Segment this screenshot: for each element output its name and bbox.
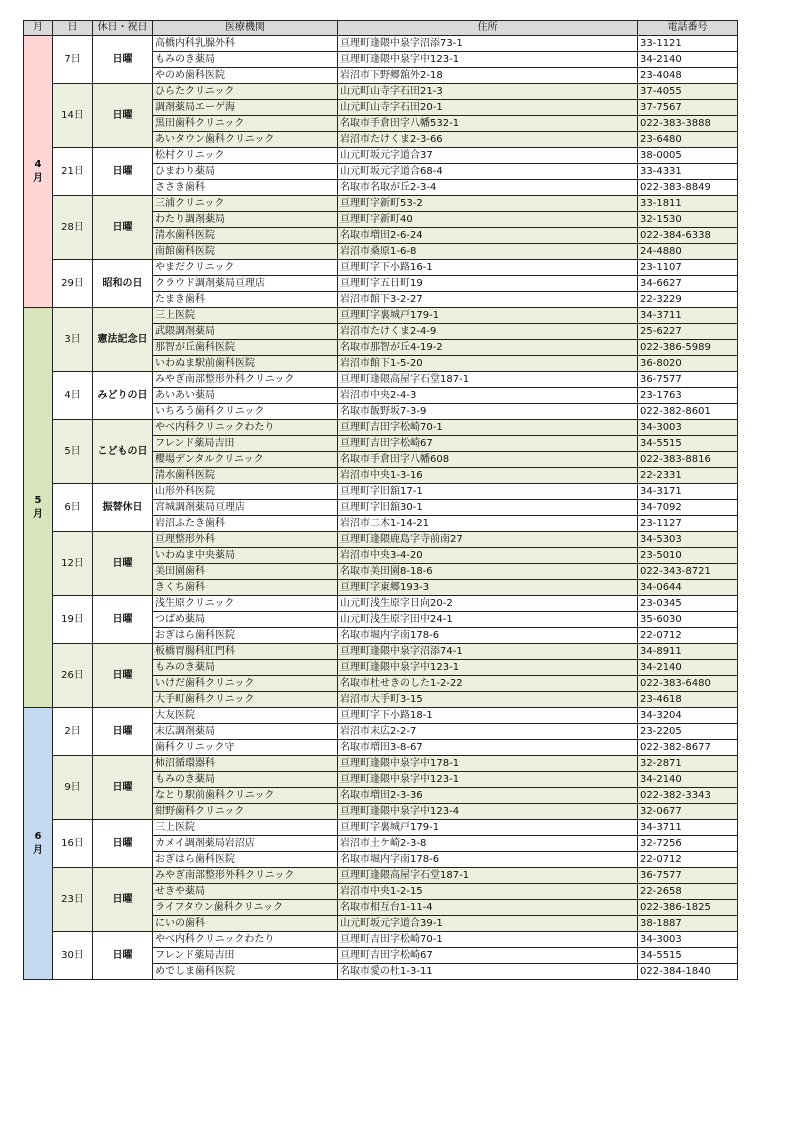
phone-cell: 23-4618	[638, 692, 738, 708]
phone-cell: 34-0644	[638, 580, 738, 596]
phone-cell: 24-4880	[638, 244, 738, 260]
facility-name-cell: いわぬま中央薬局	[153, 548, 338, 564]
facility-name-cell: フレンド薬局吉田	[153, 436, 338, 452]
holiday-cell: 日曜	[93, 36, 153, 84]
address-cell: 名取市増田2-3-36	[338, 788, 638, 804]
facility-name-cell: 黒田歯科クリニック	[153, 116, 338, 132]
table-row	[24, 820, 738, 836]
phone-cell: 22-0712	[638, 628, 738, 644]
phone-cell: 022-383-3888	[638, 116, 738, 132]
phone-cell: 32-2871	[638, 756, 738, 772]
phone-cell: 23-5010	[638, 548, 738, 564]
facility-name-cell: たまき歯科	[153, 292, 338, 308]
address-cell: 山元町浅生原字日向20-2	[338, 596, 638, 612]
address-cell: 亘理町字下小路16-1	[338, 260, 638, 276]
facility-name-cell: 板橋胃腸科肛門科	[153, 644, 338, 660]
holiday-cell: 日曜	[93, 84, 153, 148]
phone-cell: 32-1530	[638, 212, 738, 228]
phone-cell: 34-6627	[638, 276, 738, 292]
phone-cell: 36-7577	[638, 868, 738, 884]
facility-name-cell: おぎはら歯科医院	[153, 628, 338, 644]
phone-cell: 33-1811	[638, 196, 738, 212]
phone-cell: 37-7567	[638, 100, 738, 116]
facility-name-cell: やのめ歯科医院	[153, 68, 338, 84]
phone-cell: 23-0345	[638, 596, 738, 612]
phone-cell: 34-5515	[638, 948, 738, 964]
address-cell: 岩沼市土ケ崎2-3-8	[338, 836, 638, 852]
facility-name-cell: クラウド調剤薬局亘理店	[153, 276, 338, 292]
phone-cell: 022-383-6480	[638, 676, 738, 692]
day-cell: 16日	[53, 820, 93, 868]
day-cell: 2日	[53, 708, 93, 756]
address-cell: 亘理町逢隈中泉字中123-1	[338, 52, 638, 68]
address-cell: 岩沼市中央1-2-15	[338, 884, 638, 900]
address-cell: 山元町坂元字道合37	[338, 148, 638, 164]
holiday-cell: こどもの日	[93, 420, 153, 484]
address-cell: 名取市愛の杜1-3-11	[338, 964, 638, 980]
facility-name-cell: いけだ歯科クリニック	[153, 676, 338, 692]
address-cell: 岩沼市たけくま2-4-9	[338, 324, 638, 340]
holiday-cell: 日曜	[93, 820, 153, 868]
address-cell: 名取市名取が丘2-3-4	[338, 180, 638, 196]
day-cell: 12日	[53, 532, 93, 596]
phone-cell: 23-1107	[638, 260, 738, 276]
address-cell: 名取市増田2-6-24	[338, 228, 638, 244]
phone-cell: 33-4331	[638, 164, 738, 180]
month-number: 4	[34, 158, 42, 170]
phone-cell: 36-8020	[638, 356, 738, 372]
facility-name-cell: もみのき薬局	[153, 772, 338, 788]
address-cell: 山元町浅生原字田中24-1	[338, 612, 638, 628]
holiday-cell: 日曜	[93, 868, 153, 932]
address-cell: 亘理町字新町40	[338, 212, 638, 228]
phone-cell: 37-4055	[638, 84, 738, 100]
address-cell: 岩沼市末広2-2-7	[338, 724, 638, 740]
header-row	[24, 21, 738, 36]
facility-name-cell: 三上医院	[153, 820, 338, 836]
holiday-cell: 振替休日	[93, 484, 153, 532]
address-cell: 亘理町逢隈高屋字石堂187-1	[338, 868, 638, 884]
address-cell: 亘理町吉田字松崎70-1	[338, 420, 638, 436]
facility-name-cell: 武隈調剤薬局	[153, 324, 338, 340]
phone-cell: 022-386-1825	[638, 900, 738, 916]
day-cell: 30日	[53, 932, 93, 980]
table-row	[24, 868, 738, 884]
month-unit: 月	[33, 844, 43, 856]
holiday-cell: みどりの日	[93, 372, 153, 420]
holiday-cell: 憲法記念日	[93, 308, 153, 372]
month-cell	[24, 308, 53, 708]
facility-name-cell: あいタウン歯科クリニック	[153, 132, 338, 148]
facility-name-cell: 山形外科医院	[153, 484, 338, 500]
facility-name-cell: 松村クリニック	[153, 148, 338, 164]
address-cell: 亘理町吉田字松崎67	[338, 948, 638, 964]
header-day: 日	[53, 21, 93, 36]
phone-cell: 022-386-5989	[638, 340, 738, 356]
phone-cell: 33-1121	[638, 36, 738, 52]
facility-name-cell: 大友医院	[153, 708, 338, 724]
address-cell: 亘理町字裏城戸179-1	[338, 820, 638, 836]
holiday-cell: 日曜	[93, 596, 153, 644]
phone-cell: 34-3204	[638, 708, 738, 724]
facility-name-cell: 美田園歯科	[153, 564, 338, 580]
day-cell: 21日	[53, 148, 93, 196]
facility-name-cell: ひらたクリニック	[153, 84, 338, 100]
address-cell: 亘理町逢隈中泉字中123-4	[338, 804, 638, 820]
facility-name-cell: 大手町歯科クリニック	[153, 692, 338, 708]
phone-cell: 34-2140	[638, 772, 738, 788]
facility-name-cell: 宮城調剤薬局亘理店	[153, 500, 338, 516]
facility-name-cell: なとり駅前歯科クリニック	[153, 788, 338, 804]
address-cell: 亘理町字新町53-2	[338, 196, 638, 212]
holiday-cell: 日曜	[93, 148, 153, 196]
address-cell: 名取市飯野坂7-3-9	[338, 404, 638, 420]
phone-cell: 25-6227	[638, 324, 738, 340]
address-cell: 岩沼市館下1-5-20	[338, 356, 638, 372]
address-cell: 山元町山寺字石田20-1	[338, 100, 638, 116]
table-row	[24, 260, 738, 276]
facility-name-cell: カメイ調剤薬局岩沼店	[153, 836, 338, 852]
holiday-cell: 日曜	[93, 532, 153, 596]
day-cell: 7日	[53, 36, 93, 84]
facility-name-cell: もみのき薬局	[153, 660, 338, 676]
facility-name-cell: めでしま歯科医院	[153, 964, 338, 980]
address-cell: 亘理町字五日町19	[338, 276, 638, 292]
phone-cell: 022-383-8816	[638, 452, 738, 468]
facility-name-cell: 柿沼循環器科	[153, 756, 338, 772]
table-row	[24, 756, 738, 772]
phone-cell: 22-3229	[638, 292, 738, 308]
facility-name-cell: 那智が丘歯科医院	[153, 340, 338, 356]
table-row	[24, 644, 738, 660]
address-cell: 名取市杜せきのした1-2-22	[338, 676, 638, 692]
facility-name-cell: 岩沼ふたき歯科	[153, 516, 338, 532]
facility-name-cell: 亘理整形外科	[153, 532, 338, 548]
phone-cell: 022-383-8849	[638, 180, 738, 196]
table-row	[24, 596, 738, 612]
facility-name-cell: 高橋内科乳腺外科	[153, 36, 338, 52]
table-row	[24, 84, 738, 100]
address-cell: 亘理町吉田字松崎67	[338, 436, 638, 452]
phone-cell: 34-5515	[638, 436, 738, 452]
address-cell: 岩沼市大手町3-15	[338, 692, 638, 708]
address-cell: 亘理町逢隈中泉字中123-1	[338, 660, 638, 676]
phone-cell: 38-1887	[638, 916, 738, 932]
address-cell: 亘理町吉田字松崎70-1	[338, 932, 638, 948]
phone-cell: 23-2205	[638, 724, 738, 740]
phone-cell: 34-2140	[638, 660, 738, 676]
month-cell	[24, 708, 53, 980]
address-cell: 名取市手倉田字八幡532-1	[338, 116, 638, 132]
address-cell: 岩沼市中央1-3-16	[338, 468, 638, 484]
phone-cell: 23-1763	[638, 388, 738, 404]
facility-name-cell: 紺野歯科クリニック	[153, 804, 338, 820]
month-unit: 月	[33, 508, 43, 520]
header-facility: 医療機関	[153, 21, 338, 36]
day-cell: 26日	[53, 644, 93, 708]
phone-cell: 34-3003	[638, 932, 738, 948]
address-cell: 亘理町逢隈鹿島字寺前南27	[338, 532, 638, 548]
facility-name-cell: いちろう歯科クリニック	[153, 404, 338, 420]
day-cell: 3日	[53, 308, 93, 372]
day-cell: 6日	[53, 484, 93, 532]
address-cell: 亘理町字下小路18-1	[338, 708, 638, 724]
phone-cell: 34-3003	[638, 420, 738, 436]
phone-cell: 32-0677	[638, 804, 738, 820]
facility-name-cell: 末広調剤薬局	[153, 724, 338, 740]
facility-name-cell: 歯科クリニック守	[153, 740, 338, 756]
month-number: 5	[34, 494, 42, 506]
address-cell: 岩沼市下野郷舘外2-18	[338, 68, 638, 84]
facility-name-cell: おぎはら歯科医院	[153, 852, 338, 868]
phone-cell: 22-2331	[638, 468, 738, 484]
holiday-cell: 日曜	[93, 756, 153, 820]
table-row	[24, 484, 738, 500]
phone-cell: 34-2140	[638, 52, 738, 68]
facility-name-cell: いわぬま駅前歯科医院	[153, 356, 338, 372]
address-cell: 亘理町逢隈中泉字中123-1	[338, 772, 638, 788]
day-cell: 29日	[53, 260, 93, 308]
address-cell: 山元町坂元字道合39-1	[338, 916, 638, 932]
phone-cell: 022-343-8721	[638, 564, 738, 580]
header-address: 住所	[338, 21, 638, 36]
address-cell: 亘理町逢隈高屋字石堂187-1	[338, 372, 638, 388]
facility-name-cell: 調剤薬局エーゲ海	[153, 100, 338, 116]
phone-cell: 23-6480	[638, 132, 738, 148]
month-cell	[24, 36, 53, 308]
facility-name-cell: もみのき薬局	[153, 52, 338, 68]
day-cell: 28日	[53, 196, 93, 260]
facility-name-cell: みやぎ南部整形外科クリニック	[153, 868, 338, 884]
facility-name-cell: 南館歯科医院	[153, 244, 338, 260]
facility-name-cell: やまだクリニック	[153, 260, 338, 276]
address-cell: 岩沼市館下3-2-27	[338, 292, 638, 308]
day-cell: 19日	[53, 596, 93, 644]
address-cell: 亘理町字裏城戸179-1	[338, 308, 638, 324]
phone-cell: 022-382-8677	[638, 740, 738, 756]
phone-cell: 34-7092	[638, 500, 738, 516]
day-cell: 14日	[53, 84, 93, 148]
address-cell: 岩沼市たけくま2-3-66	[338, 132, 638, 148]
table-row	[24, 36, 738, 52]
phone-cell: 22-0712	[638, 852, 738, 868]
address-cell: 山元町山寺字石田21-3	[338, 84, 638, 100]
facility-name-cell: 三上医院	[153, 308, 338, 324]
facility-name-cell: フレンド薬局吉田	[153, 948, 338, 964]
phone-cell: 23-4048	[638, 68, 738, 84]
day-cell: 5日	[53, 420, 93, 484]
facility-name-cell: きくち歯科	[153, 580, 338, 596]
phone-cell: 35-6030	[638, 612, 738, 628]
address-cell: 名取市相互台1-11-4	[338, 900, 638, 916]
address-cell: 岩沼市中央2-4-3	[338, 388, 638, 404]
address-cell: 亘理町字東郷193-3	[338, 580, 638, 596]
facility-name-cell: にいの歯科	[153, 916, 338, 932]
header-holiday: 休日・祝日	[93, 21, 153, 36]
holiday-cell: 昭和の日	[93, 260, 153, 308]
address-cell: 亘理町逢隈中泉字沼添74-1	[338, 644, 638, 660]
address-cell: 岩沼市中央3-4-20	[338, 548, 638, 564]
facility-name-cell: わたり調剤薬局	[153, 212, 338, 228]
table-row	[24, 708, 738, 724]
holiday-cell: 日曜	[93, 196, 153, 260]
on-duty-medical-schedule-table	[23, 20, 738, 980]
month-number: 6	[34, 830, 42, 842]
phone-cell: 022-382-8601	[638, 404, 738, 420]
table-row	[24, 372, 738, 388]
facility-name-cell: あいあい薬局	[153, 388, 338, 404]
facility-name-cell: 櫻場デンタルクリニック	[153, 452, 338, 468]
address-cell: 名取市美田園8-18-6	[338, 564, 638, 580]
phone-cell: 34-3171	[638, 484, 738, 500]
month-unit: 月	[33, 172, 43, 184]
day-cell: 4日	[53, 372, 93, 420]
holiday-cell: 日曜	[93, 708, 153, 756]
holiday-cell: 日曜	[93, 644, 153, 708]
facility-name-cell: やべ内科クリニックわたり	[153, 932, 338, 948]
phone-cell: 022-384-6338	[638, 228, 738, 244]
facility-name-cell: つばめ薬局	[153, 612, 338, 628]
facility-name-cell: 清水歯科医院	[153, 468, 338, 484]
facility-name-cell: せきや薬局	[153, 884, 338, 900]
facility-name-cell: みやぎ南部整形外科クリニック	[153, 372, 338, 388]
phone-cell: 022-382-3343	[638, 788, 738, 804]
facility-name-cell: ひまわり薬局	[153, 164, 338, 180]
table-row	[24, 196, 738, 212]
table-row	[24, 932, 738, 948]
facility-name-cell: ささき歯科	[153, 180, 338, 196]
phone-cell: 38-0005	[638, 148, 738, 164]
address-cell: 名取市堀内字南178-6	[338, 852, 638, 868]
phone-cell: 022-384-1840	[638, 964, 738, 980]
facility-name-cell: やべ内科クリニックわたり	[153, 420, 338, 436]
phone-cell: 34-5303	[638, 532, 738, 548]
address-cell: 亘理町字旧舘30-1	[338, 500, 638, 516]
address-cell: 山元町坂元字道合68-4	[338, 164, 638, 180]
facility-name-cell: ライフタウン歯科クリニック	[153, 900, 338, 916]
facility-name-cell: 清水歯科医院	[153, 228, 338, 244]
table-row	[24, 532, 738, 548]
address-cell: 名取市増田3-8-67	[338, 740, 638, 756]
phone-cell: 34-8911	[638, 644, 738, 660]
address-cell: 岩沼市桑原1-6-8	[338, 244, 638, 260]
table-row	[24, 308, 738, 324]
address-cell: 亘理町字旧舘17-1	[338, 484, 638, 500]
address-cell: 亘理町逢隈中泉字沼添73-1	[338, 36, 638, 52]
table-row	[24, 148, 738, 164]
day-cell: 23日	[53, 868, 93, 932]
facility-name-cell: 浅生原クリニック	[153, 596, 338, 612]
table-row	[24, 420, 738, 436]
facility-name-cell: 三浦クリニック	[153, 196, 338, 212]
address-cell: 亘理町逢隈中泉字中178-1	[338, 756, 638, 772]
header-phone: 電話番号	[638, 21, 738, 36]
phone-cell: 34-3711	[638, 820, 738, 836]
holiday-cell: 日曜	[93, 932, 153, 980]
phone-cell: 36-7577	[638, 372, 738, 388]
address-cell: 名取市手倉田字八幡608	[338, 452, 638, 468]
header-month: 月	[24, 21, 53, 36]
day-cell: 9日	[53, 756, 93, 820]
address-cell: 名取市堀内字南178-6	[338, 628, 638, 644]
phone-cell: 32-7256	[638, 836, 738, 852]
address-cell: 岩沼市二木1-14-21	[338, 516, 638, 532]
phone-cell: 22-2658	[638, 884, 738, 900]
phone-cell: 34-3711	[638, 308, 738, 324]
address-cell: 名取市那智が丘4-19-2	[338, 340, 638, 356]
phone-cell: 23-1127	[638, 516, 738, 532]
